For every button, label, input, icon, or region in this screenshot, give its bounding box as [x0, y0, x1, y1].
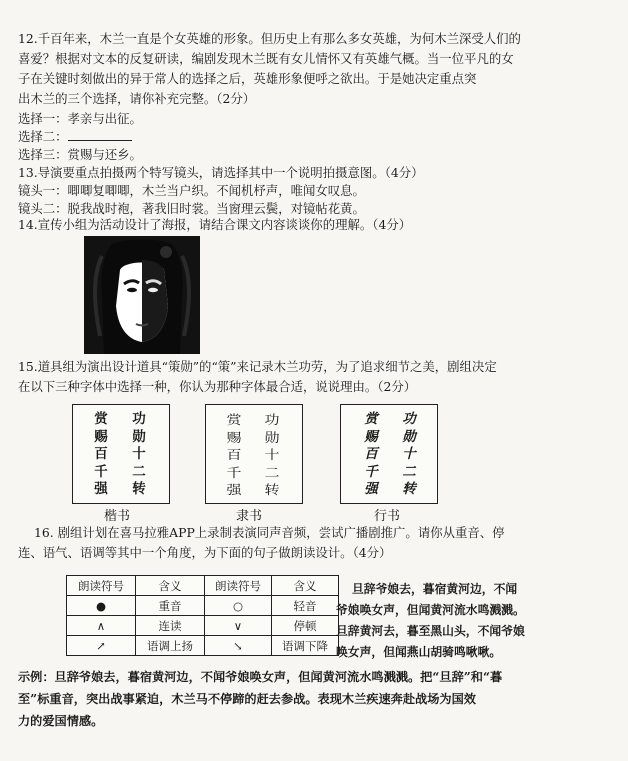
lishu-char: 强: [226, 482, 242, 497]
q14-line: 14.宣传小组为活动设计了海报，请结合课文内容谈谈你的理解。（4分）: [18, 217, 412, 232]
xingshu-caption: 行书: [374, 509, 401, 524]
q12-choice-2-blank[interactable]: [68, 128, 132, 141]
poem-line-2: 爷娘唤女声，但闻黄河流水鸣溅溅。: [336, 603, 525, 617]
lishu-char: 功: [264, 412, 280, 427]
kaishu-right-column: [129, 411, 149, 499]
kaishu-char: 千: [94, 463, 108, 480]
kaishu-char: 强: [94, 481, 108, 497]
example-line-3: 力的爱国情感。: [18, 714, 104, 728]
symbol-light-icon: ○: [205, 596, 272, 616]
font-kaishu-box: [72, 404, 170, 504]
xingshu-char: 强: [364, 481, 378, 497]
example-line-2: 至”标重音，突出战事紧迫，木兰马不停蹄的赶去参战。表现木兰疾速奔赴战场为国效: [18, 692, 476, 706]
q12-line-2: 喜爱？根据对文本的反复研读，编剧发现木兰既有女儿情怀又有英雄气概。当一位平凡的女: [18, 51, 514, 66]
symbol-pause-icon: ∨: [205, 616, 272, 636]
q16-line-1: 16. 剧组计划在喜马拉雅APP上录制表演同声音频，尝试广播剧推广。请你从重音、停: [34, 525, 505, 540]
table-row: [67, 616, 339, 636]
lishu-char: 勋: [264, 429, 280, 445]
xingshu-right-column: [399, 411, 419, 499]
font-lishu-box: [205, 404, 303, 504]
table-row: [67, 596, 339, 616]
lishu-char: 千: [226, 464, 242, 480]
kaishu-char: 勋: [132, 428, 146, 445]
kaishu-char: 百: [94, 446, 108, 462]
table-cell: 语调上扬: [136, 636, 205, 656]
xingshu-left-column: [361, 411, 381, 499]
mulan-face-icon: [84, 236, 200, 354]
kaishu-char: 赐: [94, 428, 108, 445]
xingshu-char: 赏: [364, 411, 378, 427]
lishu-left-column: [222, 411, 246, 499]
kaishu-char: 十: [132, 446, 146, 462]
q12-choice-2: [18, 128, 132, 146]
q12-choice-1: 选择一：孝亲与出征。: [18, 111, 142, 126]
table-header-cell: 含义: [136, 576, 205, 596]
q15-line-1: 15.道具组为演出设计道具“策勋”的“策”来记录木兰功劳，为了追求细节之美，剧组决定: [18, 359, 497, 374]
lishu-char: 二: [264, 464, 280, 480]
table-cell: 连读: [136, 616, 205, 636]
font-xingshu-box: [340, 404, 438, 504]
reading-symbols-table: [66, 575, 339, 656]
q12-line-3: 子在关键时刻做出的异于常人的选择之后，英雄形象便呼之欲出。于是她决定重点突: [18, 71, 477, 86]
poem-line-4: 唤女声，但闻燕山胡骑鸣啾啾。: [336, 645, 502, 659]
table-header-cell: 含义: [272, 576, 339, 596]
kaishu-left-column: [91, 411, 111, 499]
xingshu-char: 赐: [364, 428, 378, 445]
q12-line-1: 12.千百年来，木兰一直是个女英雄的形象。但历史上有那么多女英雄，为何木兰深受人们的: [18, 31, 521, 46]
kaishu-char: 转: [132, 481, 146, 497]
table-cell: 轻音: [272, 596, 339, 616]
q12-line-4: 出木兰的三个选择，请你补充完整。（2分）: [18, 91, 256, 106]
mulan-poster-image: [84, 236, 200, 354]
kaishu-char: 功: [132, 411, 146, 427]
symbol-stress-icon: ●: [67, 596, 136, 616]
q13-line: 13.导演要重点拍摄两个特写镜头，请选择其中一个说明拍摄意图。（4分）: [18, 165, 424, 180]
lishu-char: 赏: [226, 412, 242, 427]
q12-choice-2-label: 选择二：: [18, 129, 68, 144]
lishu-char: 转: [264, 482, 280, 497]
lishu-char: 赐: [226, 429, 242, 445]
lishu-char: 十: [264, 447, 280, 462]
table-row: [67, 636, 339, 656]
poem-line-1: 旦辞爷娘去，暮宿黄河边，不闻: [352, 582, 518, 596]
symbol-link-icon: ∧: [67, 616, 136, 636]
table-header-cell: 朗读符号: [205, 576, 272, 596]
kaishu-caption: 楷书: [104, 509, 131, 524]
xingshu-char: 勋: [402, 428, 416, 445]
lishu-right-column: [260, 411, 284, 499]
kaishu-char: 赏: [94, 411, 108, 427]
q13-shot-1: 镜头一：唧唧复唧唧，木兰当户织。不闻机杼声，唯闻女叹息。: [18, 183, 365, 198]
table-cell: 重音: [136, 596, 205, 616]
q16-line-2: 连、语气、语调等其中一个角度，为下面的句子做朗读设计。（4分）: [18, 545, 392, 560]
xingshu-char: 十: [402, 446, 416, 462]
table-cell: 语调下降: [272, 636, 339, 656]
table-cell: 停顿: [272, 616, 339, 636]
symbol-fall-icon: ↘: [205, 636, 272, 656]
example-line-1: 示例：旦辞爷娘去，暮宿黄河边，不闻爷娘唤女声，但闻黄河流水鸣溅溅。把“旦辞”和“暮: [18, 670, 503, 684]
lishu-char: 百: [226, 447, 242, 462]
xingshu-char: 千: [364, 463, 378, 480]
table-header-row: [67, 576, 339, 596]
xingshu-char: 功: [402, 411, 416, 427]
xingshu-char: 百: [364, 446, 378, 462]
q13-shot-2: 镜头二：脱我战时袍，著我旧时裳。当窗理云鬓，对镜帖花黄。: [18, 201, 365, 216]
kaishu-char: 二: [132, 463, 146, 480]
lishu-caption: 隶书: [236, 509, 263, 524]
q12-choice-3: 选择三：赏赐与还乡。: [18, 147, 142, 162]
xingshu-char: 二: [402, 463, 416, 480]
table-header-cell: 朗读符号: [67, 576, 136, 596]
symbol-rise-icon: ↗: [67, 636, 136, 656]
q15-line-2: 在以下三种字体中选择一种，你认为那种字体最合适，说说理由。（2分）: [18, 379, 417, 394]
poem-line-3: 旦辞黄河去，暮至黑山头，不闻爷娘: [336, 624, 525, 638]
xingshu-char: 转: [402, 481, 416, 497]
